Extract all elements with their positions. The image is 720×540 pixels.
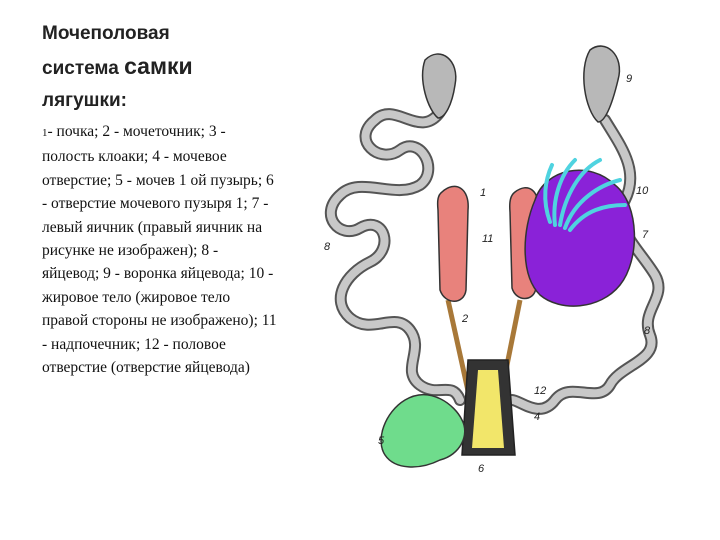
- label-7: 7: [642, 229, 649, 241]
- title-line-2-a: система: [42, 58, 125, 79]
- label-8-right: 8: [644, 325, 651, 337]
- left-oviduct-funnel: [423, 54, 456, 118]
- title-line-3: лягушки:: [42, 90, 127, 111]
- label-12: 12: [534, 385, 547, 397]
- caption-first-number: 1: [42, 127, 48, 139]
- label-5: 5: [378, 435, 385, 447]
- left-kidney: [438, 186, 469, 301]
- label-8-left: 8: [324, 241, 331, 253]
- urinary-bladder: [381, 395, 465, 467]
- label-10: 10: [636, 185, 649, 197]
- title-line-2-b: самки: [124, 53, 193, 79]
- label-1: 1: [480, 187, 487, 199]
- caption-text: - почка; 2 - мочеточник; 3 - полость клоаки; 4 - мочевое отверстие; 5 - мочев 1 ой пузырь; 6 - отверстие мочевого пузыря 1; 7 - левый яичник (правый яичник на рисунке не изображен); 8 - яйцевод; 9 - воронка яйцевода; 10 - жировое тело (жировое тело правой стороны не изображено); 11 - надпочечник; 12 - половое отверстие (отверстие яйцевода): [42, 123, 277, 377]
- left-ovary: [525, 170, 634, 306]
- label-4: 4: [534, 411, 541, 423]
- label-6: 6: [478, 463, 485, 475]
- right-oviduct-funnel: [584, 46, 620, 122]
- label-9: 9: [626, 73, 633, 85]
- label-2: 2: [462, 313, 469, 325]
- title-line-1: Мочеполовая: [42, 23, 170, 44]
- label-11: 11: [482, 233, 494, 245]
